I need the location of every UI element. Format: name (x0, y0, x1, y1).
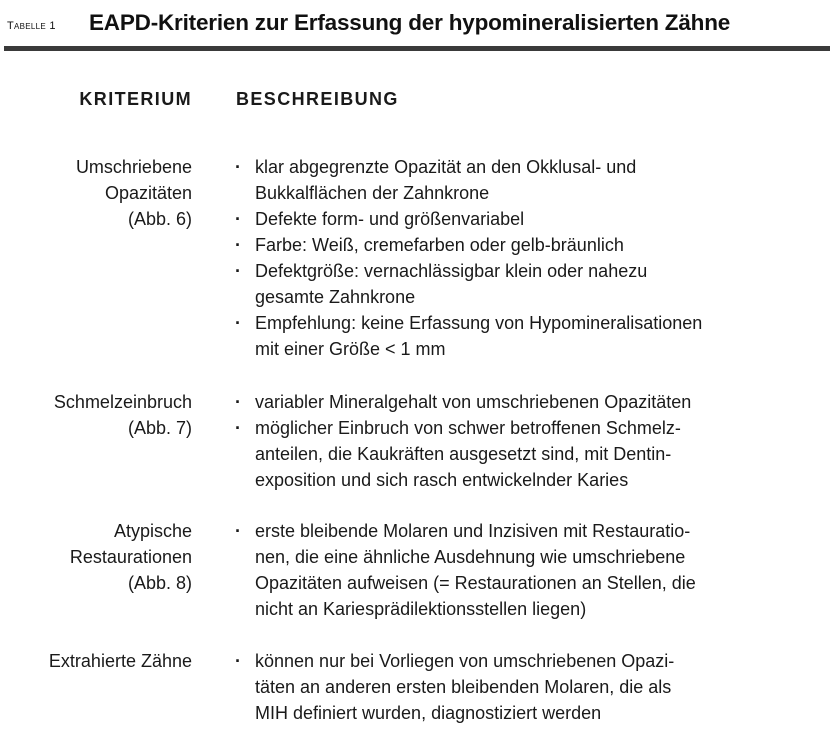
description-line: anteilen, die Kaukräften ausgesetzt sind, mit Dentin- (255, 444, 672, 464)
title-divider (4, 46, 830, 51)
description-list (232, 389, 830, 493)
criterion-line: Atypische (113, 521, 192, 541)
description-line: Defektgröße: vernachlässigbar klein oder nahezu (255, 261, 648, 281)
description-line: Bukkalflächen der Zahnkrone (255, 183, 490, 203)
description-text (255, 310, 830, 362)
bullet-icon: · (235, 313, 241, 333)
column-header-criterion: KRITERIUM (79, 89, 192, 109)
description-item (232, 415, 830, 493)
criterion-line: Umschriebene (75, 157, 192, 177)
description-item (232, 232, 830, 258)
description-line: erste bleibende Molaren und Inzisiven mit Restauratio- (255, 521, 691, 541)
bullet-icon: · (235, 235, 241, 255)
description-line: Opazitäten aufweisen (= Restaurationen an Stellen, die (255, 573, 696, 593)
description-item (232, 310, 830, 362)
description-item (232, 154, 830, 206)
description-line: nicht an Kariesprädilektionsstellen liegen) (255, 599, 587, 619)
description-line: MIH definiert wurden, diagnostiziert werden (255, 703, 602, 723)
bullet-icon: · (235, 651, 241, 671)
description-line: täten an anderen ersten bleibenden Molaren, die als (255, 677, 672, 697)
bullet-icon: · (235, 261, 241, 281)
description-item (232, 206, 830, 232)
description-list (232, 154, 830, 362)
description-line: möglicher Einbruch von schwer betroffenen Schmelz- (255, 418, 681, 438)
description-line: nen, die eine ähnliche Ausdehnung wie umschriebene (255, 547, 686, 567)
table-header (4, 8, 830, 46)
criterion-line: (Abb. 6) (127, 209, 192, 229)
table-title: EAPD-Kriterien zur Erfassung der hypomineralisierten Zähne (89, 10, 731, 35)
table-label: Tabelle 1 (7, 20, 56, 32)
bullet-icon: · (235, 157, 241, 177)
bullet-icon: · (235, 521, 241, 541)
description-line: klar abgegrenzte Opazität an den Okklusal- und (255, 157, 637, 177)
criterion-label (0, 154, 192, 232)
description-line: Empfehlung: keine Erfassung von Hypomineralisationen (255, 313, 703, 333)
description-text (255, 206, 830, 232)
description-text (255, 258, 830, 310)
description-text (255, 154, 830, 206)
description-line: exposition und sich rasch entwickelnder Karies (255, 470, 629, 490)
description-text (255, 415, 830, 493)
description-text (255, 648, 830, 726)
description-line: Farbe: Weiß, cremefarben oder gelb-bräunlich (255, 235, 624, 255)
description-item (232, 648, 830, 726)
criterion-line: Extrahierte Zähne (48, 651, 192, 671)
description-line: können nur bei Vorliegen von umschriebenen Opazi- (255, 651, 675, 671)
criterion-label (0, 648, 192, 674)
description-text (255, 518, 830, 622)
description-text (255, 232, 830, 258)
description-text (255, 389, 830, 415)
description-item (232, 258, 830, 310)
description-line: gesamte Zahnkrone (255, 287, 416, 307)
description-item (232, 518, 830, 622)
criterion-label (0, 389, 192, 441)
description-list (232, 518, 830, 622)
description-list (232, 648, 830, 726)
description-item (232, 389, 830, 415)
criterion-line: (Abb. 7) (127, 418, 192, 438)
criterion-label (0, 518, 192, 596)
criterion-line: Schmelzeinbruch (53, 392, 192, 412)
column-header-description: BESCHREIBUNG (236, 89, 399, 109)
criterion-line: Restaurationen (69, 547, 192, 567)
criterion-line: Opazitäten (104, 183, 192, 203)
description-line: mit einer Größe < 1 mm (255, 339, 446, 359)
bullet-icon: · (235, 418, 241, 438)
criterion-line: (Abb. 8) (127, 573, 192, 593)
description-line: variabler Mineralgehalt von umschriebenen Opazitäten (255, 392, 692, 412)
bullet-icon: · (235, 392, 241, 412)
description-line: Defekte form- und größenvariabel (255, 209, 525, 229)
bullet-icon: · (235, 209, 241, 229)
